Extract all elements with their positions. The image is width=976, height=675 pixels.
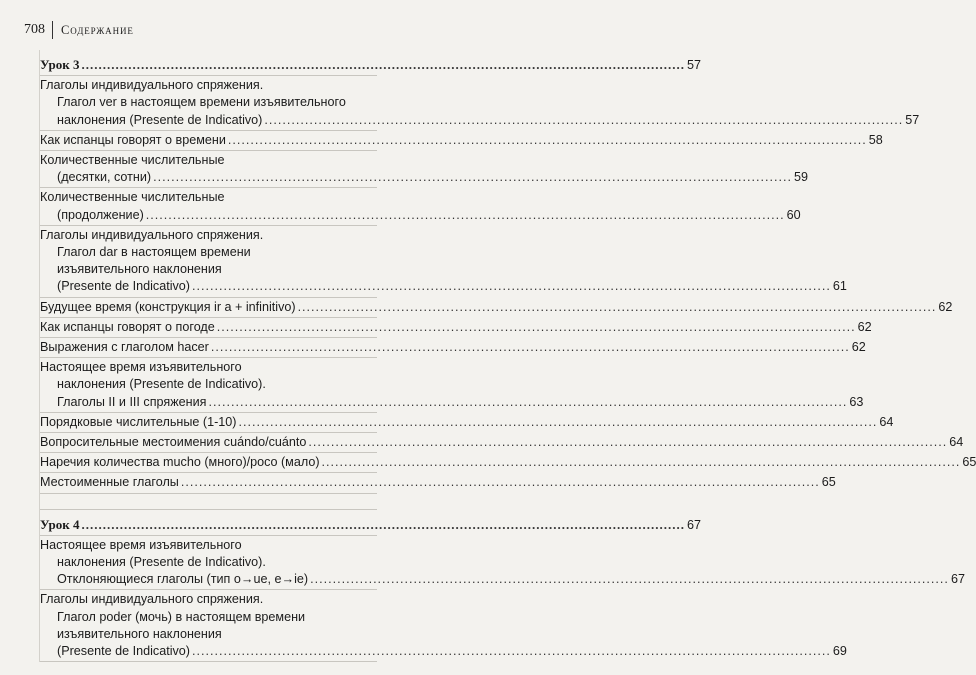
entry-line: (Presente de Indicativo) (57, 279, 191, 294)
page-ref: 57 (686, 58, 701, 72)
entry-line: наклонения (Presente de Indicativo). (57, 555, 266, 570)
page-ref: 69 (832, 644, 847, 659)
entry-line: Настоящее время изъявительного (40, 537, 242, 552)
leader-dots (308, 434, 947, 451)
page-ref: 62 (851, 340, 866, 355)
leader-dots (239, 414, 878, 431)
entry-line: Глагол dar в настоящем времени (57, 245, 251, 260)
lesson-title: Урок 3 (40, 57, 80, 72)
entry-line: Местоименные глаголы (40, 475, 179, 490)
entry-line: Глаголы индивидуального спряжения. (40, 227, 264, 242)
toc-entry (40, 188, 801, 225)
entry-line: Выражения с глаголом hacer (40, 340, 209, 355)
page-ref: 64 (879, 414, 894, 429)
page-ref: 67 (950, 572, 965, 587)
page-ref: 57 (905, 112, 920, 127)
page-header (24, 20, 134, 40)
entry-line: Глаголы II и III спряжения (57, 394, 207, 409)
leader-dots (217, 319, 856, 336)
leader-dots (146, 207, 785, 224)
page-ref: 62 (938, 299, 953, 314)
leader-dots (298, 299, 937, 316)
leader-dots (264, 112, 903, 129)
section-gap (40, 494, 377, 510)
leader-dots (153, 169, 792, 186)
header-divider (52, 21, 53, 39)
toc-entry (40, 473, 836, 493)
page-ref: 62 (857, 319, 872, 334)
leader-dots (81, 56, 685, 73)
entry-line: изъявительного наклонения (57, 626, 222, 641)
toc-entry (40, 338, 866, 358)
leader-dots (181, 474, 820, 491)
entry-line: наклонения (Presente de Indicativo). (57, 377, 266, 392)
page-ref: 61 (832, 279, 847, 294)
page-ref: 65 (962, 455, 976, 470)
entry-line: Как испанцы говорят о времени (40, 132, 226, 147)
toc-entry (40, 536, 965, 591)
toc-entry (40, 590, 847, 662)
leader-dots (322, 454, 961, 471)
toc-entry (40, 131, 883, 151)
entry-line: Отклоняющиеся глаголы (тип o→ue, e→ie) (57, 572, 309, 587)
page-ref: 64 (949, 435, 964, 450)
page-ref: 63 (849, 394, 864, 409)
leader-dots (228, 132, 867, 149)
entry-line: Будущее время (конструкция ir a + infinitivo) (40, 299, 296, 314)
toc-entry (40, 413, 894, 433)
leader-dots (208, 394, 847, 411)
toc-entry (40, 76, 920, 131)
entry-line: (Presente de Indicativo) (57, 644, 191, 659)
toc-entry (40, 151, 808, 188)
leader-dots (81, 516, 685, 533)
entry-line: Глаголы индивидуального спряжения. (40, 78, 264, 93)
toc-entry (40, 453, 976, 473)
leader-dots (192, 278, 831, 295)
toc-entry (40, 318, 872, 338)
leader-dots (211, 339, 850, 356)
toc-entry (40, 226, 847, 298)
toc-entry (40, 433, 964, 453)
entry-line: Порядковые числительные (1-10) (40, 414, 237, 429)
toc-entry (40, 298, 953, 318)
entry-line: Глагол poder (мочь) в настоящем времени (57, 609, 306, 624)
leader-dots (310, 571, 949, 588)
page-ref: 58 (868, 132, 883, 147)
entry-line: наклонения (Presente de Indicativo) (57, 112, 263, 127)
entry-line: Глагол ver в настоящем времени изъявительного (57, 95, 346, 110)
page-ref: 60 (786, 207, 801, 222)
toc-entry (40, 358, 864, 413)
entry-line: Количественные числительные (40, 190, 225, 205)
lesson-4-heading (40, 510, 701, 536)
leader-dots (192, 643, 831, 660)
entry-line: Наречия количества mucho (много)/poco (мало) (40, 455, 320, 470)
running-title: Содержание (61, 22, 134, 37)
page-number: 708 (24, 22, 45, 37)
page-ref: 67 (686, 517, 701, 532)
page-ref: 59 (793, 170, 808, 185)
entry-line: изъявительного наклонения (57, 262, 222, 277)
lesson-title: Урок 4 (40, 516, 80, 532)
lesson-3-heading (40, 50, 701, 76)
entry-line: Как испанцы говорят о погоде (40, 319, 215, 334)
entry-line: Глаголы индивидуального спряжения. (40, 592, 264, 607)
entry-line: Вопросительные местоимения cuándo/cuánto (40, 435, 307, 450)
page-ref: 65 (821, 475, 836, 490)
table-of-contents (39, 50, 976, 662)
entry-line: Количественные числительные (40, 153, 225, 168)
entry-line: (продолжение) (57, 207, 144, 222)
entry-line: (десятки, сотни) (57, 170, 152, 185)
entry-line: Настоящее время изъявительного (40, 360, 242, 375)
